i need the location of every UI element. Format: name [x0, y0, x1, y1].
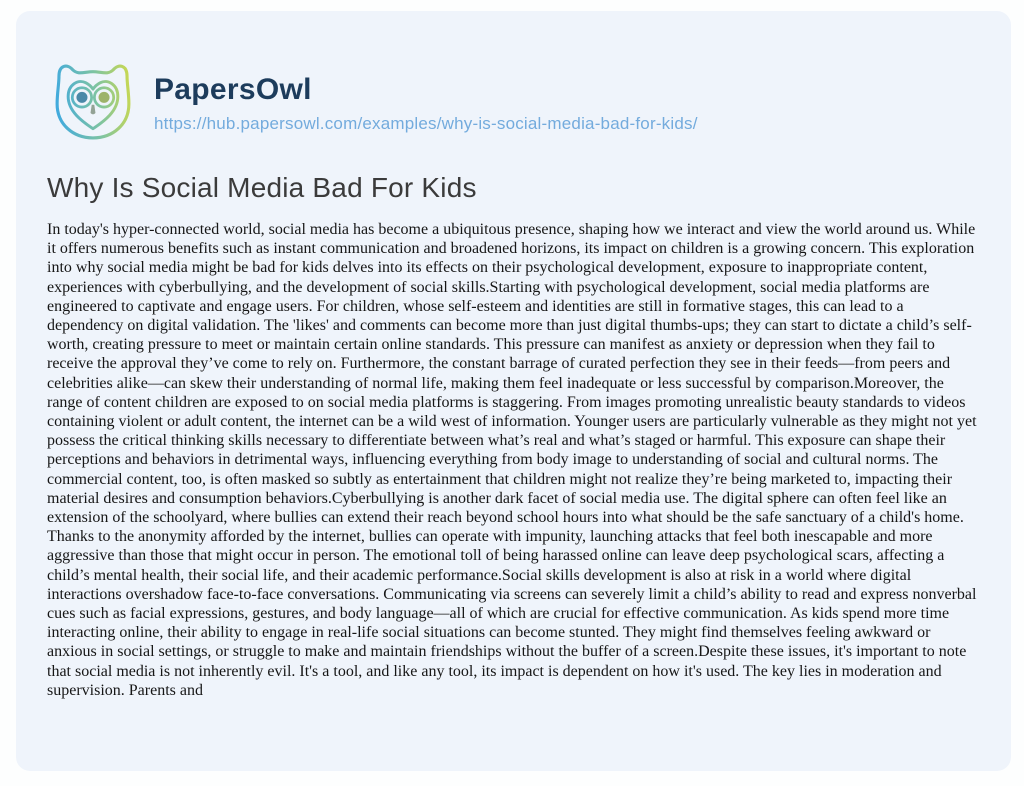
- brand-block: [154, 71, 698, 134]
- brand-name: PapersOwl: [154, 72, 312, 106]
- header: [47, 56, 981, 148]
- article-content: [16, 11, 1011, 700]
- article-title: Why Is Social Media Bad For Kids: [47, 172, 477, 203]
- article-body: In today's hyper-connected world, social media has become a ubiquitous presence, shaping how we interact and view the world around us. While it offers numerous benefits such as instant communication and broadened horizons, its impact on children is a growing concern. This exploration into why social media might be bad for kids delves into its effects on their psychological development, exposure to inappropriate content, experiences with cyberbullying, and the development of social skills.Starting with psychological development, social media platforms are engineered to captivate and engage users. For children, whose self-esteem and identities are still in formative stages, this can lead to a dependency on digital validation. The 'likes' and comments can become more than just digital thumbs-ups; they can start to dictate a child’s self-worth, creating pressure to meet or maintain certain online standards. This pressure can manifest as anxiety or depression when they fail to receive the approval they’ve come to rely on. Furthermore, the constant barrage of curated perfection they see in their feeds—from peers and celebrities alike—can skew their understanding of normal life, making them feel inadequate or less successful by comparison.Moreover, the range of content children are exposed to on social media platforms is staggering. From images promoting unrealistic beauty standards to videos containing violent or adult content, the internet can be a wild west of information. Younger users are particularly vulnerable as they might not yet possess the critical thinking skills necessary to differentiate between what’s real and what’s staged or harmful. This exposure can shape their perceptions and behaviors in detrimental ways, influencing everything from body image to understanding of social and cultural norms. The commercial content, too, is often masked so subtly as entertainment that children might not realize they’re being marketed to, impacting their material desires and consumption behaviors.Cyberbullying is another dark facet of social media use. The digital sphere can often feel like an extension of the schoolyard, where bullies can extend their reach beyond school hours into what should be the safe sanctuary of a child's home. Thanks to the anonymity afforded by the internet, bullies can operate with impunity, launching attacks that feel both inescapable and more aggressive than those that might occur in person. The emotional toll of being harassed online can leave deep psychological scars, affecting a child’s mental health, their social life, and their academic performance.Social skills development is also at risk in a world where digital interactions overshadow face-to-face conversations. Communicating via screens can severely limit a child’s ability to read and express nonverbal cues such as facial expressions, gestures, and body language—all of which are crucial for effective communication. As kids spend more time interacting online, their ability to engage in real-life social situations can become stunted. They might find themselves feeling awkward or anxious in social settings, or struggle to make and maintain friendships without the buffer of a screen.Despite these issues, it's important to note that social media is not inherently evil. It's a tool, and like any tool, its impact is dependent on how it's used. The key lies in moderation and supervision. Parents and: [47, 221, 977, 699]
- owl-logo-icon: [47, 56, 139, 148]
- article-card: [16, 11, 1011, 771]
- article-url-link[interactable]: https://hub.papersowl.com/examples/why-is-social-media-bad-for-kids/: [154, 113, 698, 133]
